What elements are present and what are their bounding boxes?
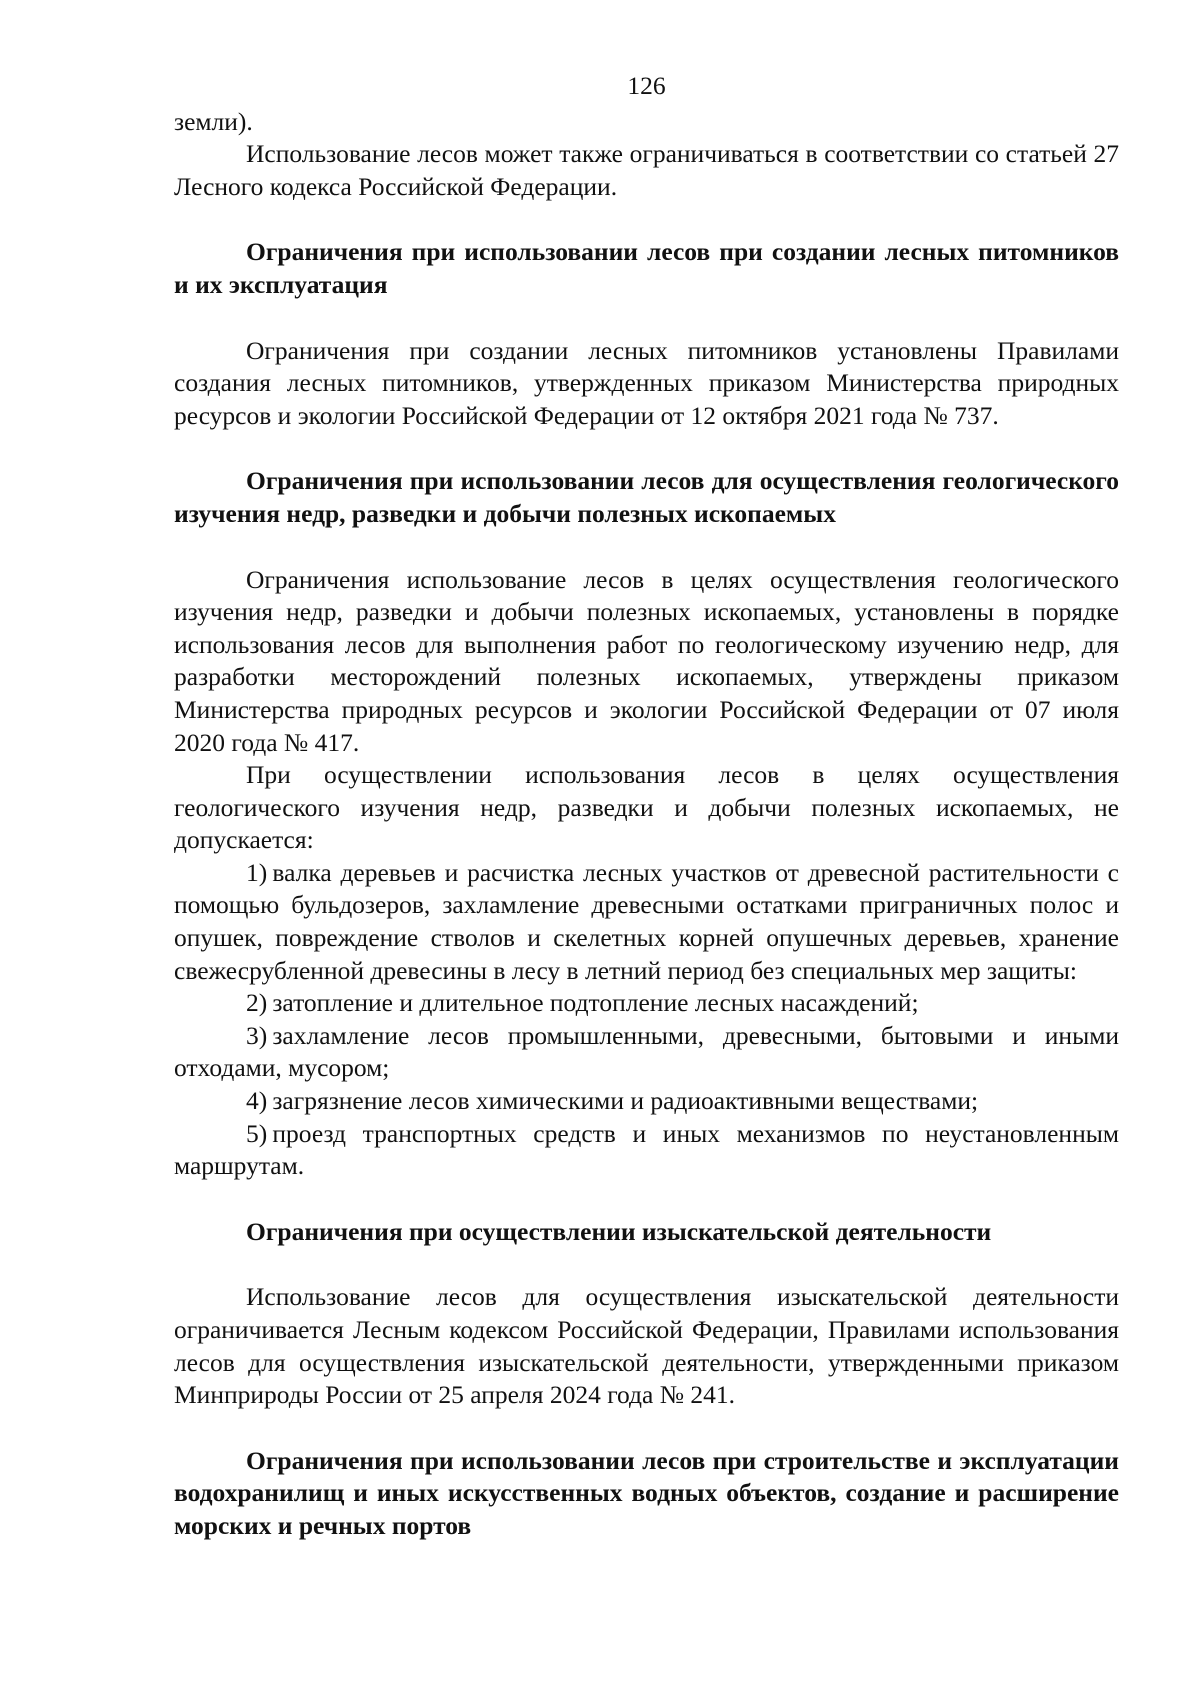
list-item-text: валка деревьев и расчистка лесных участков от древесной растительности с помощью бульдозеров, захламление древесными остатками приграничных полос и опушек, повреждение стволов и скелетных корней опушечных деревьев, хранение свежесрубленной древесины в лесу в летний период без специальных мер защиты: [174, 857, 1119, 985]
page-number: 126 [627, 71, 666, 100]
body-paragraph: При осуществлении использования лесов в целях осуществления геологического изучения недр, разведки и добычи полезных ископаемых, не допускается: [174, 760, 1119, 855]
document-body [174, 106, 1119, 1543]
body-paragraph: земли). [174, 106, 253, 136]
body-paragraph: Ограничения при создании лесных питомников установлены Правилами создания лесных питомников, утвержденных приказом Министерства природных ресурсов и экологии Российской Федерации от 12 октября 2021 года № 737. [174, 335, 1119, 430]
section-heading: Ограничения при осуществлении изыскательской деятельности [246, 1216, 992, 1246]
list-item-text: затопление и длительное подтопление лесных насаждений; [272, 988, 919, 1018]
list-item-text: загрязнение лесов химическими и радиоактивными веществами; [272, 1086, 979, 1116]
list-item [174, 987, 1119, 1020]
section-heading: Ограничения при использовании лесов при создании лесных питомников и их эксплуатация [174, 237, 1119, 299]
list-item [174, 1085, 1119, 1118]
list-item [174, 1118, 1119, 1183]
list-item-text: проезд транспортных средств и иных механизмов по неустановленным маршрутам. [174, 1118, 1119, 1181]
section-heading: Ограничения при использовании лесов при строительстве и эксплуатации водохранилищ и иных искусственных водных объектов, создание и расширение морских и речных портов [174, 1445, 1119, 1540]
list-item-text: захламление лесов промышленными, древесными, бытовыми и иными отходами, мусором; [174, 1020, 1119, 1083]
list-item-number: 4) [246, 1086, 273, 1116]
section-heading: Ограничения при использовании лесов для осуществления геологического изучения недр, разведки и добычи полезных ископаемых [174, 466, 1119, 528]
body-paragraph: Ограничения использование лесов в целях осуществления геологического изучения недр, разведки и добычи полезных ископаемых, установлены в порядке использования лесов для выполнения работ по геологическому изучению недр, для разработки месторождений полезных ископаемых, утверждены приказом Министерства природных ресурсов и экологии Российской Федерации от 07 июля 2020 года № 417. [174, 564, 1119, 757]
body-paragraph: Использование лесов может также ограничиваться в соответствии со статьей 27 Лесного кодекса Российской Федерации. [174, 139, 1119, 201]
list-item-number: 2) [246, 988, 273, 1018]
body-paragraph: Использование лесов для осуществления изыскательской деятельности ограничивается Лесным кодексом Российской Федерации, Правилами использования лесов для осуществления изыскательской деятельности, утвержденными приказом Минприроды России от 25 апреля 2024 года № 241. [174, 1282, 1119, 1410]
document-page [174, 70, 1119, 1576]
list-item-number: 3) [246, 1020, 273, 1050]
list-item-number: 1) [246, 857, 273, 887]
list-item [174, 857, 1119, 987]
list-item [174, 1020, 1119, 1085]
list-item-number: 5) [246, 1118, 273, 1148]
